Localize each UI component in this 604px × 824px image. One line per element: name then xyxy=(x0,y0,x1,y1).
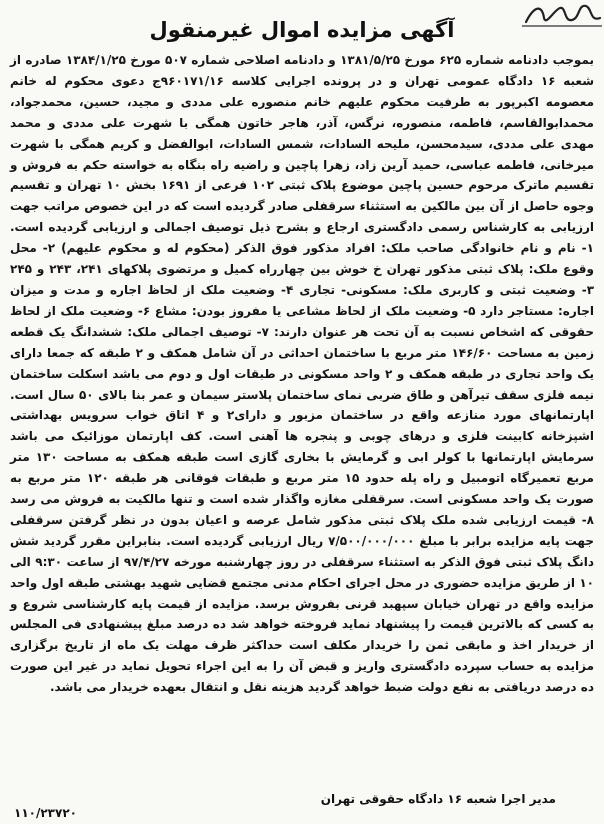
notice-title: آگهی مزایده اموال غیرمنقول xyxy=(149,18,455,42)
notice-body: بموجب دادنامه شماره ۶۲۵ مورخ ۱۳۸۱/۵/۲۵ و دادنامه اصلاحی شماره ۵۰۷ مورخ ۱۳۸۴/۱/۲۵ صادره از شعبه ۱۶ دادگاه عمومی تهران و در پرونده اجرایی کلاسه ۹۶۰۱۷۱/۱۶ج دعوی محکوم له خانم معصومه اکبرپور به طرفیت محکوم علیهم خانم منصوره علی مددی و مجید، حسین، محمدجواد، محمدابوالقاسم، فاطمه، منصوره، نرگس، آذر، هاجر خاتون همگی با شهرت علی مددی و محمد مهدی علی مددی، سیدمحسن، ملیحه السادات، شمس السادات، ابوالفضل و کریم همگی با شهرت میرخانی، فاطمه عباسی، حمید آرین زاد، زهرا پاچین و راضیه راه بنگاه به خواسته حکم به فروش و تقسیم ماترک مرحوم حسین پاچین موضوع پلاک ثبتی ۱۰۲ فرعی از ۱۶۹۱ بخش ۱۰ تهران و تقسیم وجوه حاصل از آن بین مالکین به استثناء سرقفلی صادر گردیده است که در این خصوص مراتب جهت ارزیابی به کارشناس رسمی دادگستری ارجاع و بشرح ذیل توصیف اجمالی و ارزیابی گردیده است. ۱- نام و نام خانوادگی صاحب ملک: افراد مذکور فوق الذکر (محکوم له و محکوم علیهم) ۲- محل وقوع ملک: پلاک ثبتی مذکور تهران خ خوش بین چهارراه کمیل و مرتضوی پلاکهای ۲۴۱، ۲۴۳ و ۲۴۵ ۳- وضعیت ثبتی و کاربری ملک: مسکونی- تجاری ۴- وضعیت ملک از لحاظ اجاره و مدت و میزان اجاره: مستاجر دارد ۵- وضعیت ملک از لحاظ مشاعی یا مفروز بودن: مشاع ۶- وضعیت ملک از لحاظ حقوقی که اشخاص نسبت به آن تحت هر عنوان دارند: ۷- توصیف اجمالی ملک: ششدانگ یک قطعه زمین به مساحت ۱۴۶/۶۰ متر مربع با ساختمان احداثی در آن شامل همکف و ۲ طبقه که جمعا دارای یک واحد تجاری در طبقه همکف و ۲ واحد مسکونی در طبقات اول و دوم می باشد اسکلت ساختمان نیمه فلزی سقف تیرآهن و طاق ضربی نمای ساختمان پلاستر سیمان و عمر بنا بالای ۵۰ سال است. اپارتمانهای مورد منازعه واقع در ساختمان مزبور و دارای۲ و ۴ اتاق خواب سرویس بهداشتی اشپزخانه کابینت فلزی و درهای چوبی و پنجره ها آهنی است. کف اپارتمان موزائیک می باشد سرمایش اپارتمانها با کولر ابی و گرمایش با بخاری گازی است طبقه همکف به مساحت ۱۳۰ متر مربع تعمیرگاه اتومبیل و راه پله حدود ۱۵ متر مربع و طبقات فوقانی هر طبقه ۱۲۰ متر مربع به صورت یک واحد مسکونی است. سرقفلی مغازه واگذار شده است و تنها مالکیت به فروش می رسد ۸- قیمت ارزیابی شده ملک پلاک ثبتی مذکور شامل عرصه و اعیان بدون در نظر گرفتن سرقفلی جهت پایه مزایده برابر با مبلغ ۷/۵۰۰/۰۰۰/۰۰۰ ریال ارزیابی گردیده است. بنابراین مقرر گردید شش دانگ پلاک ثبتی فوق الذکر به استثناء سرقفلی در روز چهارشنبه مورخه ۹۷/۴/۲۷ از ساعت ۹:۳۰ الی ۱۰ از طریق مزایده حضوری در محل اجرای احکام مدنی مجتمع قضایی شهید بهشتی طبقه اول واحد مزایده واقع در تهران خیابان سپهبد قرنی بفروش برسد. مزایده از قیمت پایه کارشناسی شروع و به کسی که بالاترین قیمت را پیشنهاد نماید فروخته خواهد شد ده درصد مبلغ پیشنهادی فی المجلس از خریدار اخذ و مابقی ثمن را خریدار مکلف است حداکثر ظرف مهلت یک ماه از تاریخ برگزاری مزایده به حساب سپرده دادگستری واریز و قبض آن را به این اجراء تحویل نماید در غیر این صورت ده درصد دریافتی به نفع دولت ضبط خواهد گردید هزینه نقل و انتقال بعهده خریدار می باشد. xyxy=(10,53,595,695)
reference-number: ۱۱۰/۲۳۷۲۰ xyxy=(14,806,77,820)
officer-title: مدیر اجرا شعبه ۱۶ دادگاه حقوقی تهران xyxy=(320,792,556,806)
